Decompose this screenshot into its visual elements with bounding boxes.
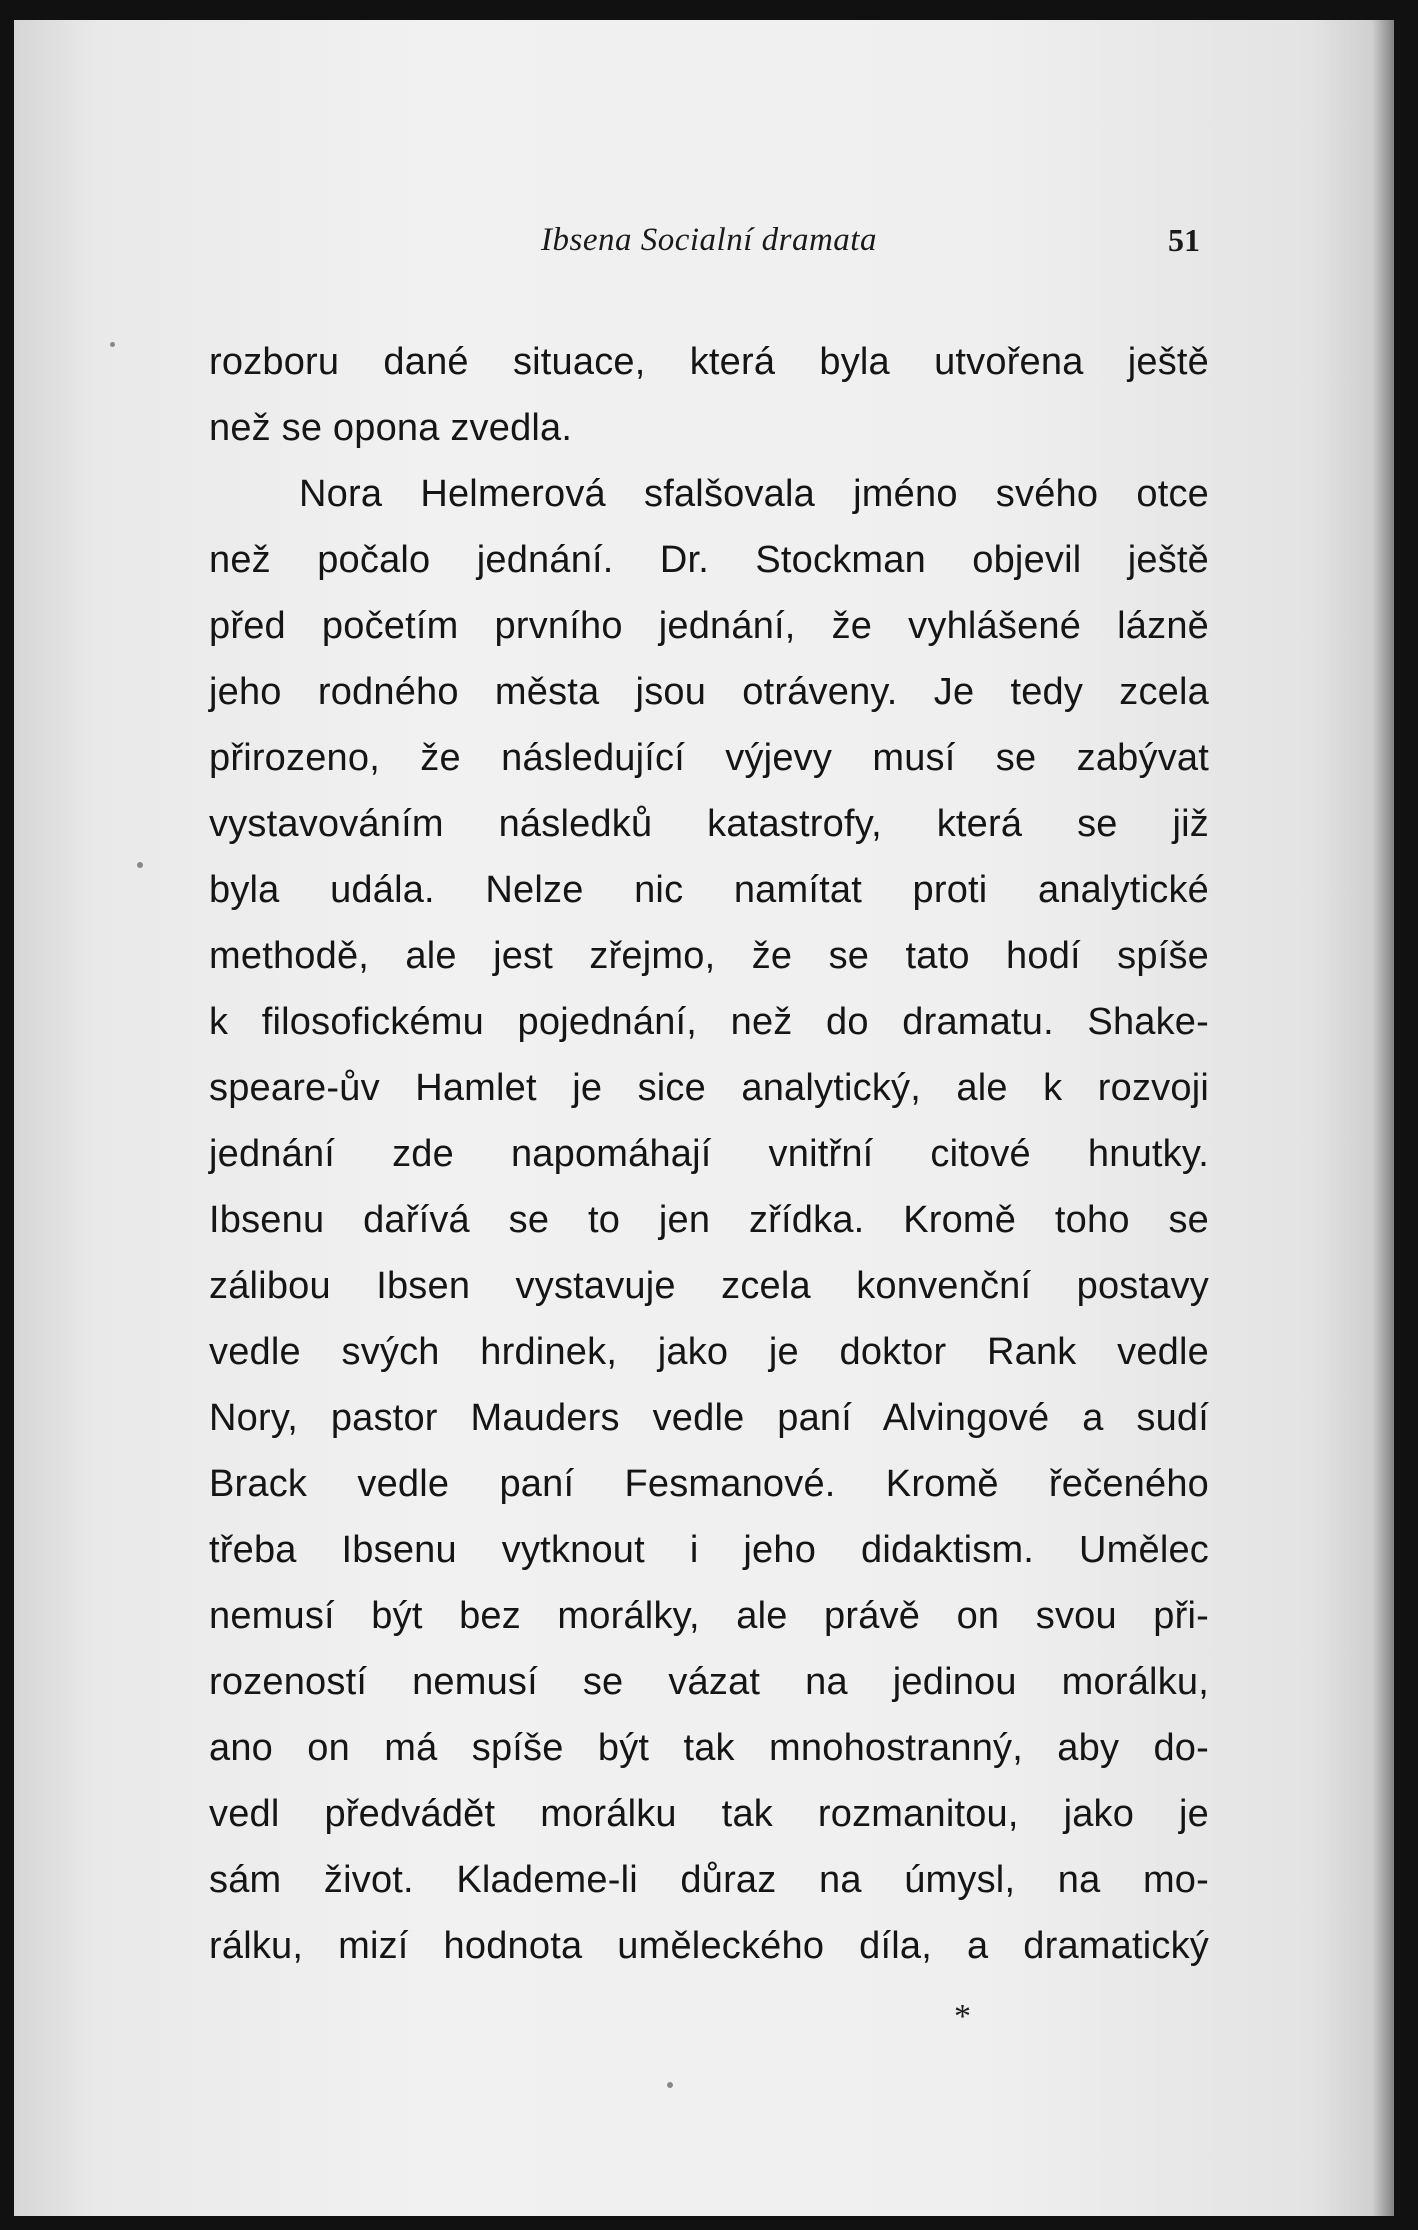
text-line: Nory, pastor Mauders vedle paní Alvingové a sudí	[209, 1397, 1209, 1439]
text-line: rozboru dané situace, která byla utvořena ještě	[209, 341, 1209, 383]
scan-speck	[667, 2082, 673, 2088]
text-line: Brack vedle paní Fesmanové. Kromě řečeného	[209, 1463, 1209, 1505]
text-line: než počalo jednání. Dr. Stockman objevil ještě	[209, 539, 1209, 581]
page-edge-shadow	[1372, 20, 1394, 2216]
text-line: jednání zde napomáhají vnitřní citové hnutky.	[209, 1133, 1209, 1175]
text-line: než se opona zvedla.	[209, 407, 573, 449]
text-line: vystavováním následků katastrofy, která se již	[209, 803, 1209, 845]
text-line: Ibsenu dařívá se to jen zřídka. Kromě toho se	[209, 1199, 1209, 1241]
body-text	[209, 329, 1209, 1979]
text-line: sám život. Klademe-li důraz na úmysl, na mo-	[209, 1859, 1209, 1901]
text-line: zálibou Ibsen vystavuje zcela konvenční postavy	[209, 1265, 1209, 1307]
book-page	[14, 20, 1394, 2216]
text-line: vedle svých hrdinek, jako je doktor Rank vedle	[209, 1331, 1209, 1373]
text-line: vedl předvádět morálku tak rozmanitou, jako je	[209, 1793, 1209, 1835]
text-line: přirozeno, že následující výjevy musí se zabývat	[209, 737, 1209, 779]
running-header	[209, 222, 1209, 272]
text-line: rálku, mizí hodnota uměleckého díla, a dramatický	[209, 1925, 1209, 1967]
text-line: nemusí být bez morálky, ale právě on svou při-	[209, 1595, 1209, 1637]
text-line: před početím prvního jednání, že vyhlášené lázně	[209, 605, 1209, 647]
footnote-mark: *	[954, 1998, 971, 2035]
scan-speck	[137, 862, 143, 868]
running-title: Ibsena Socialní dramata	[541, 222, 877, 258]
scan-speck	[110, 342, 115, 347]
text-line: k filosofickému pojednání, než do dramatu. Shake-	[209, 1001, 1209, 1043]
text-line: rozeností nemusí se vázat na jedinou morálku,	[209, 1661, 1209, 1703]
text-line: třeba Ibsenu vytknout i jeho didaktism. Umělec	[209, 1529, 1209, 1571]
text-line: byla udála. Nelze nic namítat proti analytické	[209, 869, 1209, 911]
text-line: speare-ův Hamlet je sice analytický, ale k rozvoji	[209, 1067, 1209, 1109]
text-line: jeho rodného města jsou otráveny. Je tedy zcela	[209, 671, 1209, 713]
text-line: methodě, ale jest zřejmo, že se tato hodí spíše	[209, 935, 1209, 977]
text-line: ano on má spíše být tak mnohostranný, aby do-	[209, 1727, 1209, 1769]
page-number: 51	[1168, 222, 1200, 258]
text-line: Nora Helmerová sfalšovala jméno svého otce	[299, 473, 1209, 515]
